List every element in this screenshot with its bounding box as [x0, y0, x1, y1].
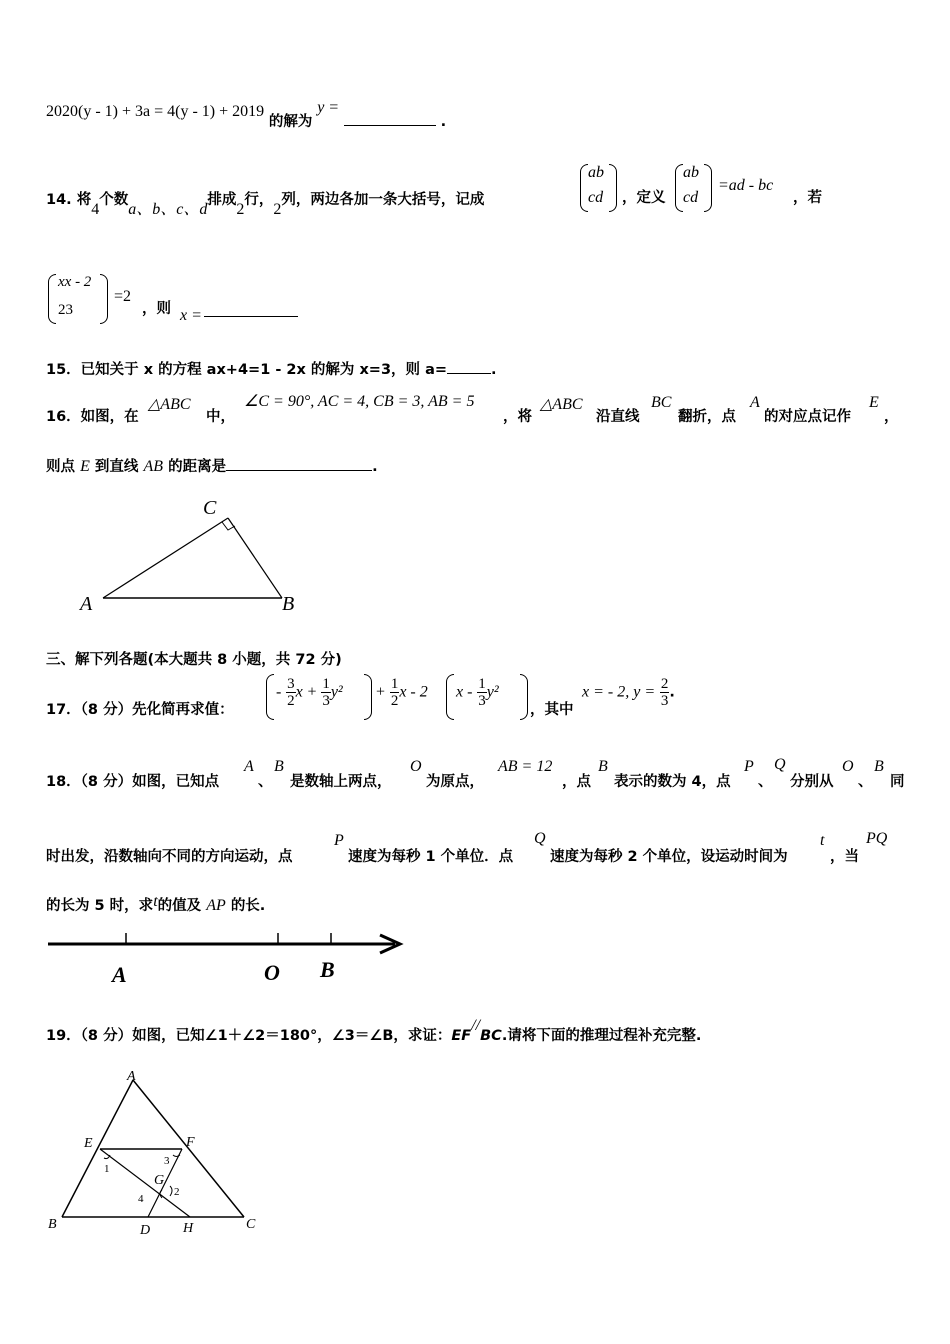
- label-a: A: [80, 593, 93, 615]
- label-angle-4: 4: [138, 1193, 144, 1205]
- q17-expr3: [456, 676, 499, 709]
- q19-bc: BC: [480, 1028, 502, 1044]
- q18-text: 的长.: [230, 898, 266, 914]
- frac-num: 1: [390, 676, 399, 692]
- q18-l2d: ，当: [830, 849, 859, 865]
- label-d: D: [140, 1223, 151, 1238]
- q17-cond: [582, 676, 675, 709]
- q16-t5: 的对应点记作: [764, 409, 851, 425]
- matrix2-bottom: cd: [683, 189, 699, 206]
- frac-den: 3: [660, 693, 669, 709]
- q16-t2: ，将: [503, 409, 532, 425]
- label-c: C: [203, 497, 217, 519]
- side-cb: [228, 518, 282, 598]
- q13-line: [46, 99, 447, 130]
- q18-ap: AP: [206, 897, 226, 914]
- q16-t3: 沿直线: [596, 409, 640, 425]
- label-g: G: [154, 1173, 165, 1188]
- q18-l1a: 18．（8 分）如图，已知点: [46, 774, 220, 790]
- angle-4-arc: [160, 1190, 162, 1198]
- q19-text2: .请将下面的推理过程补充完整.: [501, 1028, 702, 1044]
- q18-text: 的长为 5 时，求: [46, 898, 154, 914]
- matrix1-top: ab: [588, 164, 604, 181]
- q17-y2: y²: [330, 683, 343, 701]
- q17-paren2-right: [520, 674, 528, 720]
- q19-parallel: //: [471, 1017, 481, 1034]
- q16-period: .: [372, 459, 378, 475]
- label-angle-3: 3: [164, 1155, 170, 1167]
- q14-two: 2: [273, 201, 282, 218]
- q16-comma: ，: [884, 409, 899, 425]
- matrix3-left-paren: [48, 274, 56, 324]
- frac-num: 3: [287, 676, 295, 692]
- q18-ab12: AB = 12: [498, 758, 553, 775]
- q18-text: 的值及: [157, 898, 202, 914]
- matrix1-left-paren: [580, 164, 588, 212]
- q14-x-eq: x =: [180, 307, 202, 324]
- q13-period: .: [440, 114, 447, 130]
- angle-2-arc: [170, 1186, 172, 1196]
- frac-den: 2: [287, 693, 295, 709]
- q14-text: 排成: [207, 192, 237, 208]
- q16-conditions: ∠C = 90°, AC = 4, CB = 3, AB = 5: [244, 393, 475, 410]
- q18-Q: Q: [774, 756, 786, 773]
- q17-label: 17．（8 分）先化简再求值：: [46, 702, 234, 718]
- q18-dun3: 、: [858, 774, 873, 790]
- q17-frac5: [660, 676, 670, 709]
- q17-cond-text: x = - 2, y =: [582, 683, 656, 701]
- label-h: H: [183, 1221, 194, 1236]
- q17-plus: +: [376, 683, 386, 701]
- q17-paren1-right: [364, 674, 372, 720]
- q17-x-minus-2: x - 2: [399, 683, 428, 701]
- q14-answer-blank[interactable]: [204, 302, 298, 317]
- q17-minus: -: [276, 683, 282, 701]
- q18-l3: [46, 894, 265, 915]
- q17-expr2: [376, 676, 428, 709]
- label-angle-2: 2: [174, 1186, 180, 1198]
- q16-triangle2: △ABC: [540, 396, 583, 413]
- q18-t: t: [820, 832, 825, 849]
- matrix1-right-paren: [609, 164, 617, 212]
- q13-equation: 2020(y - 1) + 3a = 4(y - 1) + 2019: [46, 103, 265, 120]
- q14-eq2: =2: [114, 288, 132, 305]
- frac-den: 3: [322, 693, 330, 709]
- q18-l2b: 速度为每秒 1 个单位．点: [348, 849, 514, 865]
- q18-l1c: 为原点，: [426, 774, 484, 790]
- matrix3-right-paren: [100, 274, 108, 324]
- matrix3-top: xx - 2: [58, 274, 92, 290]
- frac-num: 1: [322, 676, 330, 692]
- q17-plus: +: [307, 683, 317, 701]
- q14-two: 2: [236, 201, 245, 218]
- q16-bc: BC: [651, 394, 672, 411]
- q18-P: P: [744, 758, 754, 775]
- label-f: F: [186, 1135, 195, 1150]
- q14-four: 4: [91, 201, 100, 218]
- axis-label-a: A: [112, 962, 127, 987]
- q16-line2: [46, 455, 378, 476]
- q16-mid: 中，: [206, 409, 235, 425]
- matrix2-left-paren: [675, 164, 683, 212]
- axis-label-b: B: [320, 957, 335, 982]
- label-c: C: [246, 1217, 256, 1232]
- q17-period: .: [669, 684, 675, 701]
- q17-frac3: [390, 676, 400, 709]
- q16-e: E: [869, 394, 879, 411]
- q14-then: ，则: [142, 301, 171, 317]
- section3-heading: 三、解下列各题(本大题共 8 小题，共 72 分): [46, 652, 342, 668]
- q14-text: 行，: [244, 192, 274, 208]
- matrix1-bottom: cd: [588, 189, 604, 206]
- q19-line: [46, 1017, 702, 1045]
- q16-answer-blank[interactable]: [226, 456, 372, 471]
- q18-l1g: 同: [890, 774, 905, 790]
- q18-A: A: [244, 758, 254, 775]
- q17-inner: x -: [456, 683, 473, 701]
- q18-dun: 、: [258, 774, 273, 790]
- q13-y-eq: y =: [317, 99, 340, 116]
- q14-text: 将: [76, 192, 92, 208]
- q18-t2: t: [153, 893, 158, 910]
- q14-line1: [46, 186, 485, 218]
- q14-text: 个数: [99, 192, 129, 208]
- frac-num: 2: [660, 676, 669, 692]
- q19-text: 19．（8 分）如图，已知∠1＋∠2＝180°，∠3＝∠B，求证：: [46, 1028, 452, 1044]
- q14-define: ，定义: [622, 190, 666, 206]
- q18-PQ: PQ: [866, 830, 888, 847]
- q18-Q2: Q: [534, 830, 546, 847]
- q17-frac2: [321, 676, 331, 709]
- q18-P2: P: [334, 832, 344, 849]
- q17-where: ，其中: [530, 702, 574, 718]
- q14-def-eq: =ad - bc: [718, 177, 774, 194]
- q16-t4: 翻折，点: [678, 409, 736, 425]
- q16-a: A: [750, 394, 760, 411]
- q18-l1b: 是数轴上两点，: [290, 774, 392, 790]
- q14-letters: a、b、c、d: [128, 201, 208, 218]
- q15-line: [46, 358, 497, 379]
- q15-period: .: [491, 362, 497, 378]
- label-b: B: [282, 593, 295, 615]
- q18-l1f: 分别从: [790, 774, 834, 790]
- q17-expr1: [276, 676, 343, 709]
- side-ac: [103, 518, 228, 598]
- q17-paren2-left: [446, 674, 454, 720]
- q16-num: 16．如图，在: [46, 409, 139, 425]
- label-e: E: [84, 1136, 93, 1151]
- q18-number-line: [40, 925, 420, 990]
- q17-frac1: [286, 676, 296, 709]
- q18-l2a: 时出发，沿数轴向不同的方向运动，点: [46, 849, 293, 865]
- q15-text: 15．已知关于 x 的方程 ax+4=1 - 2x 的解为 x=3，则 a=: [46, 362, 448, 378]
- q14-number: 14.: [46, 192, 72, 208]
- q18-l1d: ，点: [562, 774, 591, 790]
- q16-text: 到直线: [94, 459, 139, 475]
- q16-text: 则点: [46, 459, 75, 475]
- q18-l1e: 表示的数为 4，点: [614, 774, 731, 790]
- q19-ef: EF: [451, 1028, 472, 1044]
- q18-O2: O: [842, 758, 854, 775]
- q18-B3: B: [874, 758, 884, 775]
- q15-answer-blank[interactable]: [447, 359, 491, 374]
- q18-B2: B: [598, 758, 608, 775]
- q14-text: 列，两边各加一条大括号，记成: [281, 192, 485, 208]
- matrix2-top: ab: [683, 164, 699, 181]
- q13-answer-blank[interactable]: [344, 111, 436, 126]
- q17-x: x: [295, 683, 303, 701]
- axis-label-o: O: [264, 960, 280, 985]
- matrix2-right-paren: [704, 164, 712, 212]
- q17-frac4: [477, 676, 487, 709]
- q16-text: 的距离是: [168, 459, 227, 475]
- q16-ab: AB: [143, 458, 164, 475]
- frac-den: 3: [478, 693, 486, 709]
- q18-B: B: [274, 758, 284, 775]
- q19-geometry-figure: [40, 1060, 280, 1245]
- q16-triangle-figure: [70, 490, 330, 620]
- q14-if: ，若: [793, 190, 822, 206]
- frac-den: 2: [390, 693, 399, 709]
- q16-e2: E: [80, 458, 90, 475]
- matrix3-bottom: 23: [58, 302, 73, 318]
- label-b: B: [48, 1217, 57, 1232]
- q18-dun2: 、: [758, 774, 773, 790]
- q16-triangle1: △ABC: [148, 396, 191, 413]
- q17-paren1-left: [266, 674, 274, 720]
- frac-num: 1: [478, 676, 486, 692]
- q18-O: O: [410, 758, 422, 775]
- label-a: A: [127, 1069, 136, 1084]
- label-angle-1: 1: [104, 1163, 110, 1175]
- q18-l2c: 速度为每秒 2 个单位，设运动时间为: [550, 849, 788, 865]
- q17-y2: y²: [486, 683, 499, 701]
- q13-solution-label: 的解为: [268, 114, 313, 130]
